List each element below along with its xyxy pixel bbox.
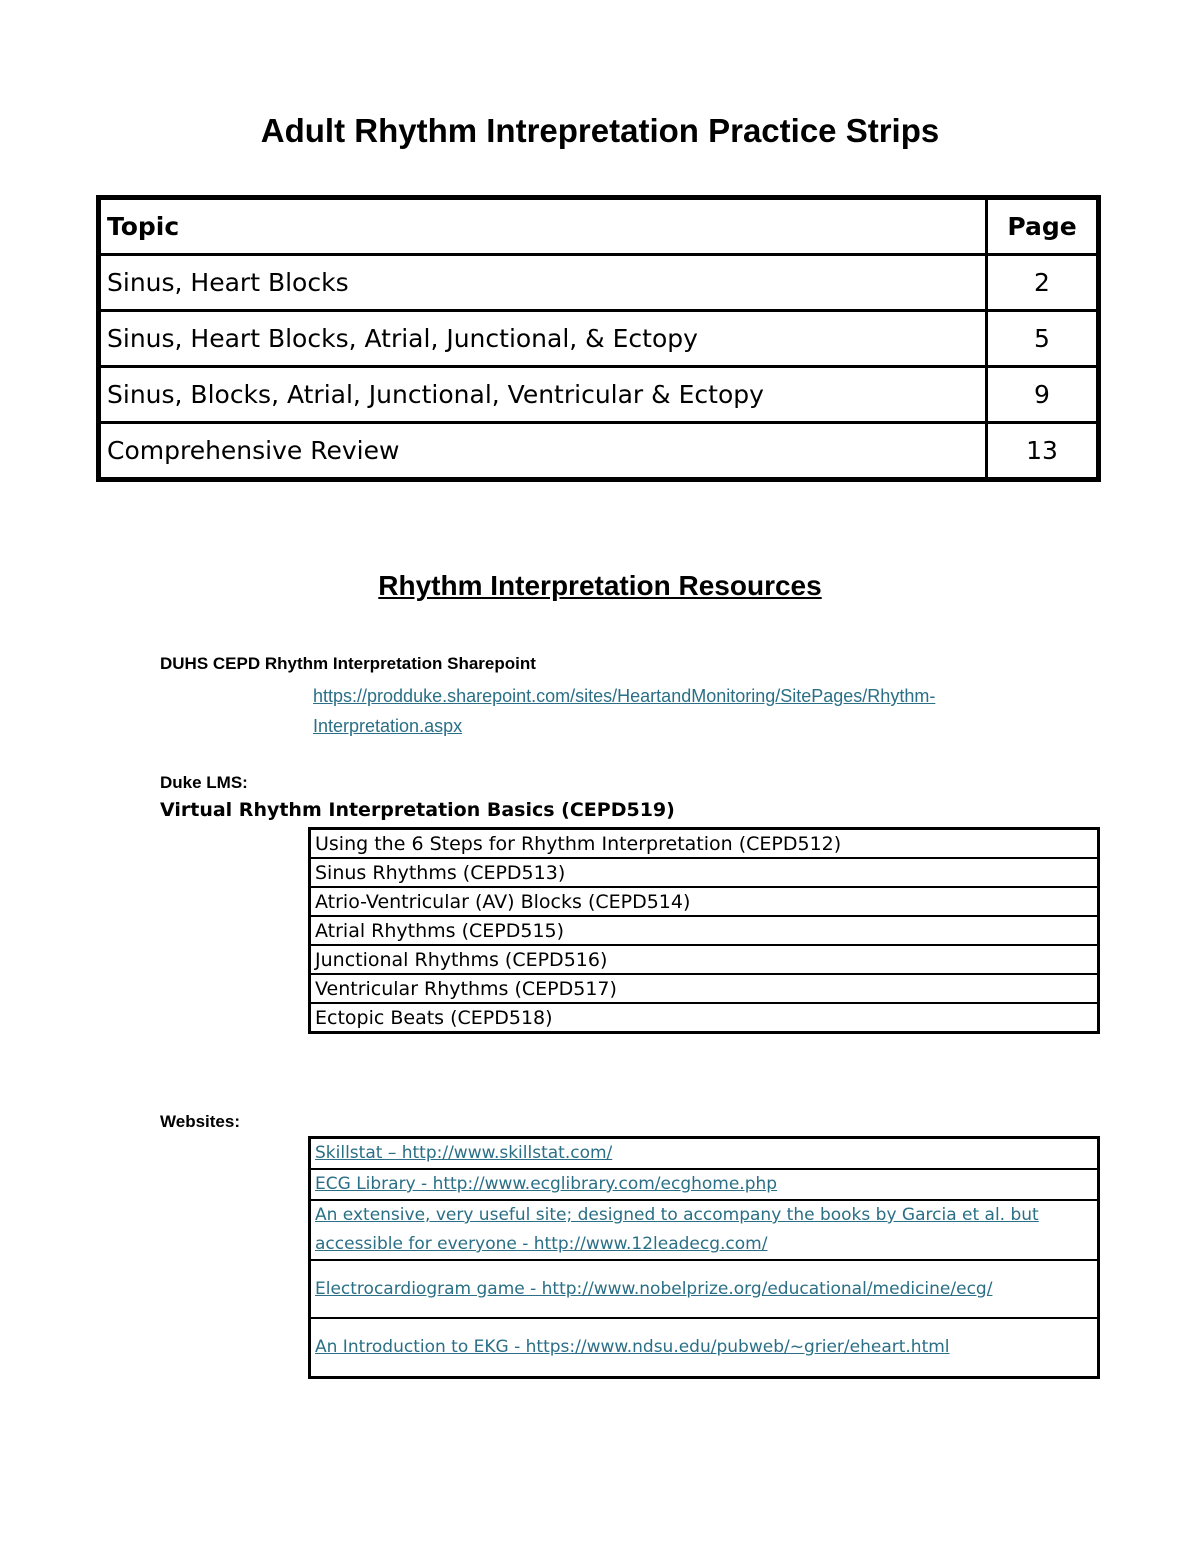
- module-cell: Ectopic Beats (CEPD518): [310, 1003, 1099, 1033]
- table-row: [310, 945, 1099, 974]
- website-link[interactable]: ECG Library - http://www.ecglibrary.com/ecghome.php: [310, 1169, 1099, 1200]
- module-cell: Atrio-Ventricular (AV) Blocks (CEPD514): [310, 887, 1099, 916]
- page-cell: 5: [987, 311, 1099, 367]
- table-row: [99, 423, 1099, 480]
- page-cell: 2: [987, 255, 1099, 311]
- table-row: [310, 829, 1099, 859]
- table-row: [310, 1200, 1099, 1260]
- resources-title: Rhythm Interpretation Resources: [378, 570, 822, 601]
- module-cell: Sinus Rhythms (CEPD513): [310, 858, 1099, 887]
- table-row: [310, 916, 1099, 945]
- topic-cell: Sinus, Heart Blocks, Atrial, Junctional, & Ectopy: [99, 311, 987, 367]
- table-row: [310, 1318, 1099, 1378]
- topics-table: [96, 195, 1101, 482]
- topic-cell: Sinus, Heart Blocks: [99, 255, 987, 311]
- website-link[interactable]: An extensive, very useful site; designed to accompany the books by Garcia et al. but accessible for everyone - http://www.12leadecg.com/: [310, 1200, 1099, 1260]
- table-row: [99, 255, 1099, 311]
- website-link[interactable]: An Introduction to EKG - https://www.ndsu.edu/pubweb/~grier/eheart.html: [310, 1318, 1099, 1378]
- page-cell: 13: [987, 423, 1099, 480]
- sharepoint-label: DUHS CEPD Rhythm Interpretation Sharepoint: [160, 654, 536, 673]
- table-row: [310, 887, 1099, 916]
- topic-cell: Comprehensive Review: [99, 423, 987, 480]
- websites-label: Websites:: [160, 1112, 240, 1131]
- table-row: [310, 858, 1099, 887]
- sharepoint-link[interactable]: https://prodduke.sharepoint.com/sites/HeartandMonitoring/SitePages/Rhythm-Interpretation.aspx: [313, 686, 936, 736]
- page-title: Adult Rhythm Intrepretation Practice Strips: [260, 112, 940, 149]
- module-cell: Atrial Rhythms (CEPD515): [310, 916, 1099, 945]
- website-link[interactable]: Skillstat – http://www.skillstat.com/: [310, 1138, 1099, 1170]
- modules-table: [308, 827, 1100, 1034]
- topic-cell: Sinus, Blocks, Atrial, Junctional, Ventricular & Ectopy: [99, 367, 987, 423]
- page-header: Page: [987, 198, 1099, 255]
- table-row: [310, 1260, 1099, 1318]
- table-row: [99, 311, 1099, 367]
- course-heading: Virtual Rhythm Interpretation Basics (CEPD519): [160, 799, 675, 821]
- lms-label: Duke LMS:: [160, 773, 248, 792]
- table-row: [310, 974, 1099, 1003]
- table-row: [310, 1003, 1099, 1033]
- module-cell: Using the 6 Steps for Rhythm Interpretation (CEPD512): [310, 829, 1099, 859]
- table-row: [310, 1169, 1099, 1200]
- table-row: [99, 367, 1099, 423]
- topic-header: Topic: [99, 198, 987, 255]
- module-cell: Ventricular Rhythms (CEPD517): [310, 974, 1099, 1003]
- websites-table: [308, 1136, 1100, 1379]
- website-link[interactable]: Electrocardiogram game - http://www.nobelprize.org/educational/medicine/ecg/: [310, 1260, 1099, 1318]
- table-row: [310, 1138, 1099, 1170]
- module-cell: Junctional Rhythms (CEPD516): [310, 945, 1099, 974]
- table-header-row: [99, 198, 1099, 255]
- page-cell: 9: [987, 367, 1099, 423]
